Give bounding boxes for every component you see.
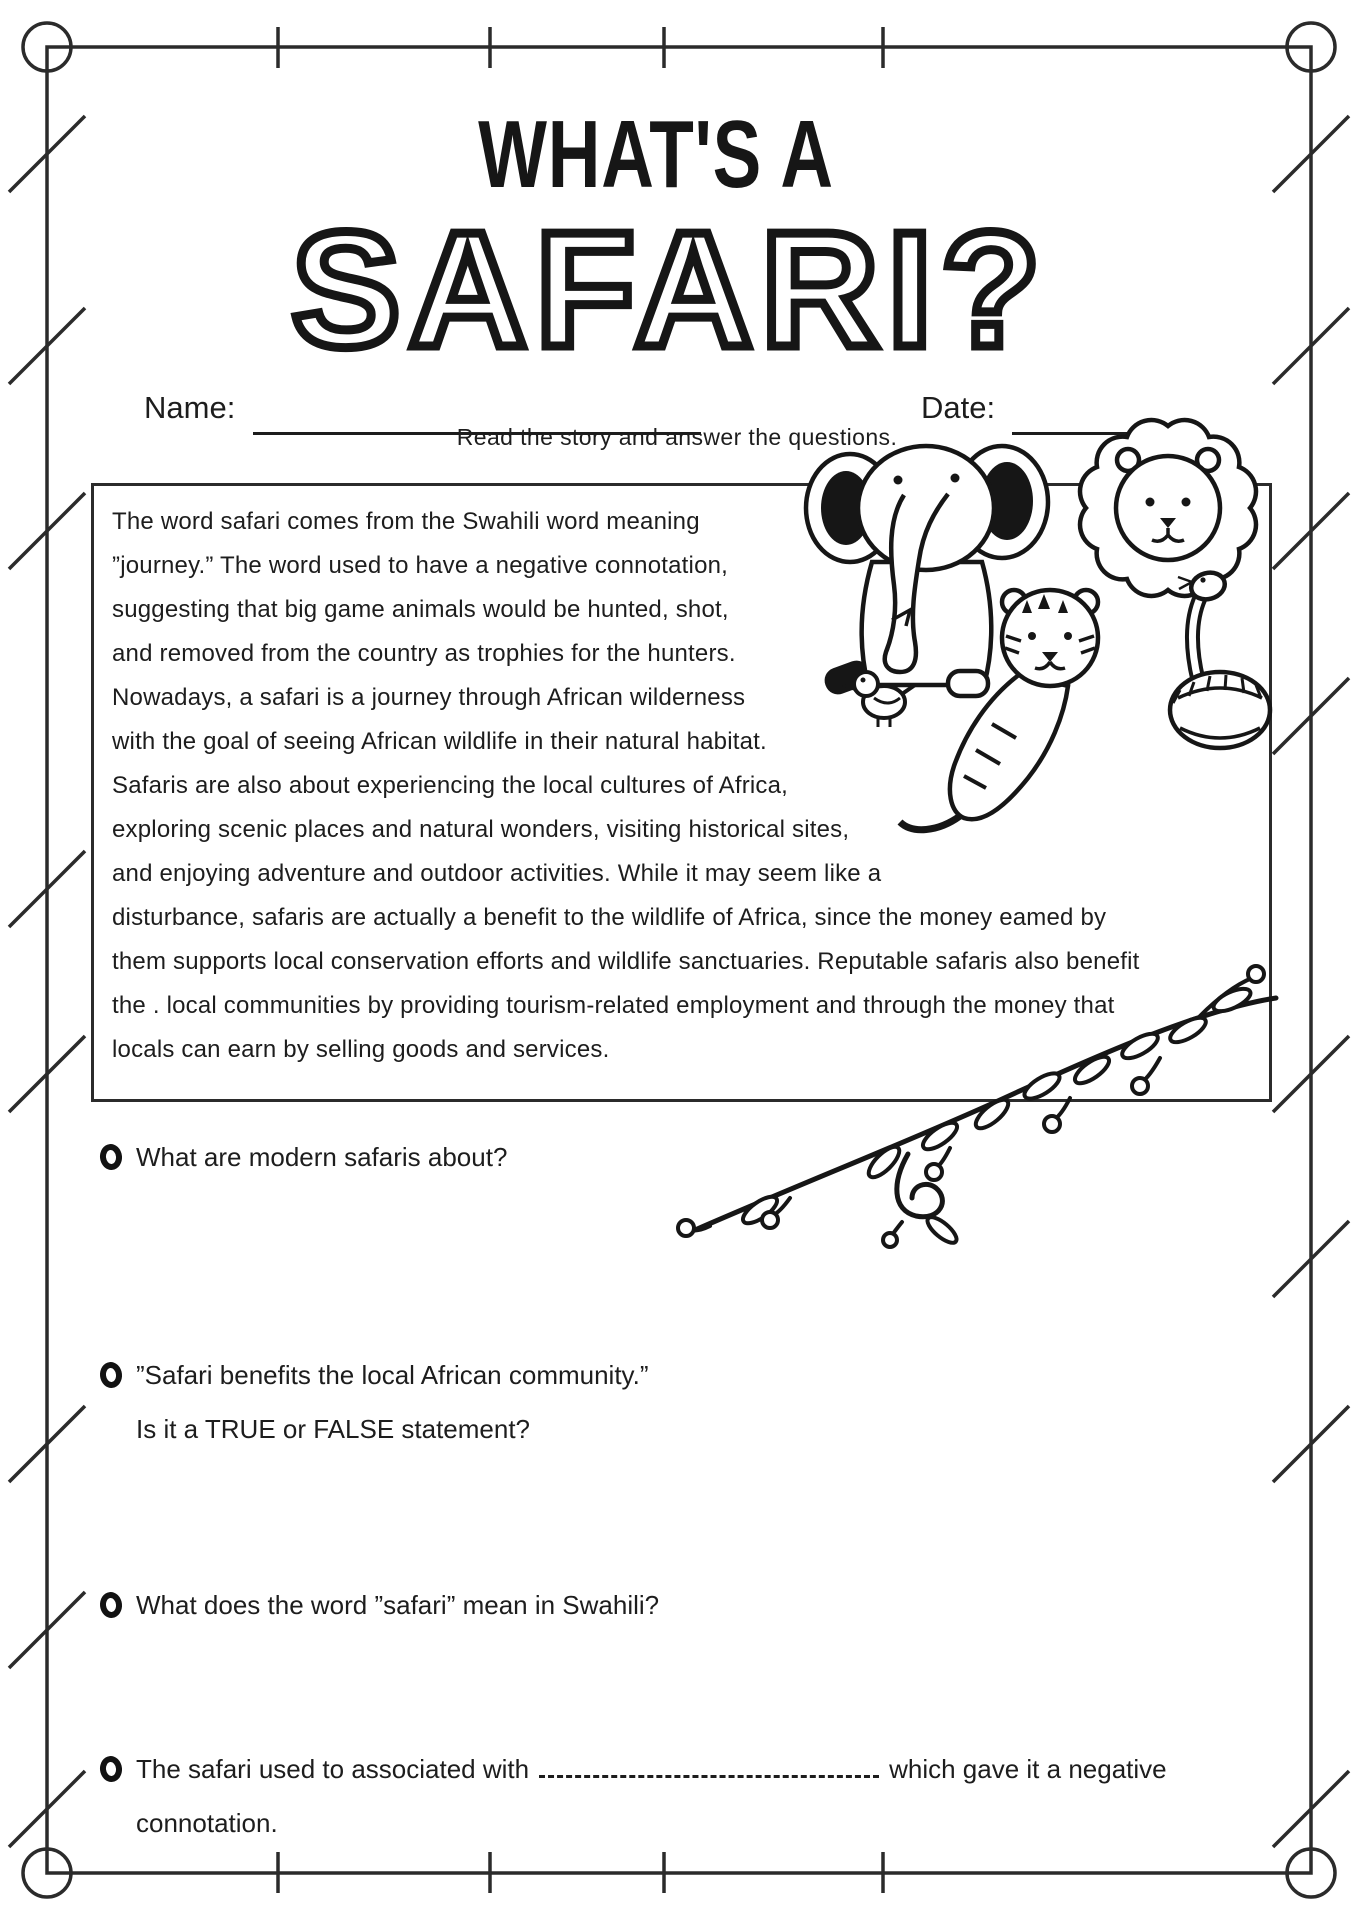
story-line: suggesting that big game animals would be hunted, shot, [112,596,729,623]
story-line: with the goal of seeing African wildlife in their natural habitat. [112,728,767,755]
question-text: which gave it a negative [889,1754,1167,1784]
story-line: them supports local conservation efforts and wildlife sanctuaries. Reputable safaris also benefit [112,948,1140,975]
question-text: What does the word ”safari” mean in Swahili? [136,1590,660,1620]
safari-animals-illustration [788,380,1288,850]
page-title-line2: SAFARI? [291,198,1049,381]
story-line: and enjoying adventure and outdoor activities. While it may seem like a [112,860,882,887]
question-2 [100,1348,649,1456]
question-4 [100,1742,1167,1850]
instruction-text: Read the story and answer the questions. [456,424,898,450]
circle-bullet-icon [99,1143,124,1171]
name-label: Name: [144,390,236,425]
story-line: disturbance, safaris are actually a benefit to the wildlife of Africa, since the money eamed by [112,904,1107,931]
story-line: locals can earn by selling goods and services. [112,1036,610,1063]
story-line: exploring scenic places and natural wonders, visiting historical sites, [112,816,850,843]
date-label: Date: [921,390,996,425]
question-text: What are modern safaris about? [136,1142,508,1172]
story-line: Nowadays, a safari is a journey through African wilderness [112,684,746,711]
story-line: and removed from the country as trophies for the hunters. [112,640,736,667]
vine-branch-decoration [640,958,1290,1258]
question-text: Is it a TRUE or FALSE statement? [136,1414,531,1444]
answer-blank[interactable] [539,1753,879,1778]
question-text: The safari used to associated with [136,1754,530,1784]
page-title-line1: WHAT'S A [478,101,834,208]
circle-bullet-icon [99,1361,124,1389]
question-1 [100,1130,507,1184]
story-line: Safaris are also about experiencing the local cultures of Africa, [112,772,789,799]
circle-bullet-icon [99,1591,124,1619]
lion-illustration [1080,420,1256,596]
circle-bullet-icon [99,1755,124,1783]
story-line: the . local communities by providing tourism-related employment and through the money that [112,992,1115,1019]
story-line: The word safari comes from the Swahili word meaning [112,508,700,535]
story-line: ”journey.” The word used to have a negative connotation, [112,552,729,579]
question-3 [100,1578,659,1632]
question-text: ”Safari benefits the local African community.” [136,1360,649,1390]
question-text: connotation. [136,1808,278,1838]
